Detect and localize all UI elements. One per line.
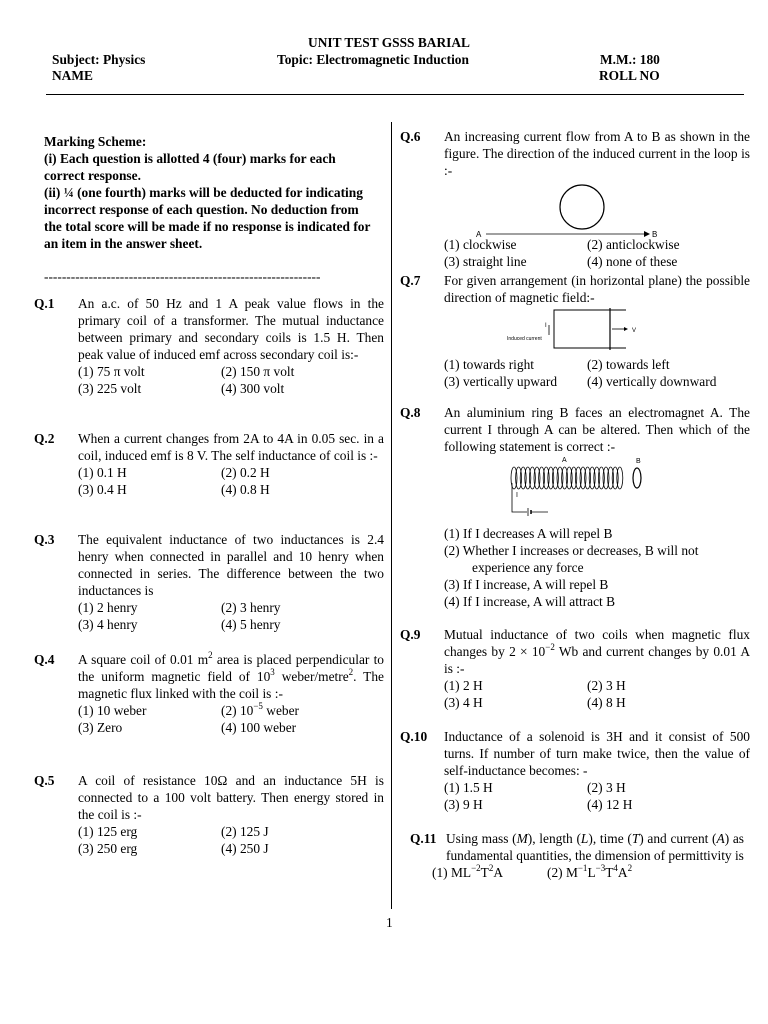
question-number: Q.7 (400, 273, 421, 288)
options (78, 464, 384, 498)
topic-label: Topic: Electromagnetic Induction (277, 52, 469, 67)
text-part: A square coil of 0.01 m (78, 652, 209, 667)
header-rule (46, 94, 744, 95)
superscript: 2 (348, 666, 354, 677)
question-number: Q.1 (34, 296, 55, 311)
question-number: Q.11 (410, 831, 437, 846)
question-11 (410, 830, 744, 881)
marking-dashes: -------------------------------------------------------------- (44, 269, 321, 284)
max-marks-label: M.M.: 180 (600, 52, 660, 67)
page-number: 1 (386, 915, 393, 930)
text-part: weber/metre (274, 669, 349, 684)
question-9 (400, 626, 750, 711)
option-2: (2) 125 J (221, 824, 269, 839)
question-1 (34, 295, 384, 397)
option-1: (1) If I decreases A will repel B (444, 526, 613, 541)
option-1: (1) 1.5 H (444, 780, 493, 795)
question-number: Q.5 (34, 773, 55, 788)
superscript: 4 (613, 862, 618, 873)
superscript: −3 (595, 862, 606, 873)
option-2: (2) towards left (587, 357, 670, 372)
text-part: L (587, 865, 596, 880)
text-part: A (493, 865, 503, 880)
option-2: (2) 150 π volt (221, 364, 295, 379)
symbol-a: A (716, 831, 725, 846)
label-induced-current: Induced current (507, 336, 542, 342)
option-4: (4) 8 H (587, 695, 626, 710)
option-3: (3) Zero (78, 720, 123, 735)
label-b: B (652, 230, 658, 239)
symbol-m: M (516, 831, 528, 846)
text-part: (1) ML (432, 865, 472, 880)
marking-scheme (44, 133, 374, 252)
marking-heading: Marking Scheme: (44, 134, 147, 149)
options (444, 525, 750, 610)
question-2 (34, 430, 384, 498)
options (78, 599, 384, 633)
superscript: −5 (253, 700, 263, 711)
options (444, 236, 750, 270)
question-7 (400, 272, 750, 390)
option-1: (1) 0.1 H (78, 465, 127, 480)
option-2: (2) 0.2 H (221, 465, 270, 480)
text-part: weber (262, 703, 299, 718)
label-i: I (516, 492, 518, 499)
symbol-t: T (631, 831, 640, 846)
page-title: UNIT TEST GSSS BARIAL (308, 35, 470, 50)
option-2: (2) 3 H (587, 678, 626, 693)
option-1 (432, 862, 503, 880)
text-part: ) and current ( (639, 831, 717, 846)
question-number: Q.9 (400, 627, 421, 642)
label-i: I (545, 323, 547, 329)
option-1: (1) 10 weber (78, 703, 147, 718)
arrow-head-icon (624, 327, 628, 331)
aluminium-ring (633, 468, 641, 488)
text-part: . The magnetic flux linked with the coil is :- (78, 669, 384, 701)
loop-circle (560, 185, 604, 229)
question-text: Inductance of a solenoid is 3H and it consist of 500 turns. If number of turn make twice, then the value of self-inductance becomes: - (444, 729, 750, 778)
option-4: (4) 250 J (221, 841, 269, 856)
text-part: Wb and current changes by 0.01 A is :- (444, 644, 750, 676)
symbol-l: L (580, 831, 589, 846)
text-part: Using mass ( (446, 831, 517, 846)
question-number: Q.6 (400, 129, 421, 144)
superscript: −2 (545, 641, 555, 652)
option-4: (4) If I increase, A will attract B (444, 594, 616, 609)
label-v: V (632, 328, 637, 334)
option-2: (2) Whether I increases or decreases, B will not (444, 543, 699, 558)
option-4: (4) 0.8 H (221, 482, 270, 497)
question-text: For given arrangement (in horizontal plane) the possible direction of magnetic field:- (444, 273, 750, 305)
option-1: (1) 2 henry (78, 600, 138, 615)
option-3: (3) If I increase, A will repel B (444, 577, 609, 592)
question-text (78, 651, 384, 702)
option-3: (3) 0.4 H (78, 482, 127, 497)
question-text: An aluminium ring B faces an electromagnet A. The current I through A can be altered. Then which of the following statement is correct :- (444, 405, 750, 454)
label-b: B (636, 458, 641, 465)
options (432, 864, 744, 881)
option-4: (4) 5 henry (221, 617, 281, 632)
name-label: NAME (52, 68, 93, 83)
question-text: An increasing current flow from A to B as shown in the figure. The direction of the induced current in the loop is :- (444, 129, 750, 178)
options (78, 363, 384, 397)
option-2 (546, 862, 633, 880)
option-3: (3) 225 volt (78, 381, 142, 396)
question-number: Q.10 (400, 729, 428, 744)
question-4 (34, 651, 384, 736)
question-text (446, 830, 744, 864)
superscript: 2 (488, 862, 494, 873)
question-5 (34, 772, 384, 857)
label-a: A (562, 457, 567, 464)
solenoid-coil (511, 467, 623, 489)
option-4: (4) 100 weber (221, 720, 297, 735)
question-text: The equivalent inductance of two inductances is 2.4 henry when connected in parallel and 10 henry when connected in series. The difference between the two inductances is (78, 532, 384, 598)
option-1: (1) 125 erg (78, 824, 138, 839)
option-3: (3) 4 H (444, 695, 483, 710)
option-2-continued: experience any force (472, 560, 584, 575)
question-number: Q.8 (400, 405, 421, 420)
option-4: (4) 300 volt (221, 381, 285, 396)
options (444, 356, 750, 390)
text-part: ) as fundamental quantities, the dimension of permittivity is (446, 831, 745, 863)
option-3: (3) 250 erg (78, 841, 138, 856)
text-part: area is placed perpendicular to the uniform magnetic field of 10 (78, 652, 384, 684)
option-4: (4) vertically downward (587, 374, 717, 389)
text-part: A (617, 865, 628, 880)
option-2: (2) anticlockwise (587, 237, 680, 252)
option-3: (3) 9 H (444, 797, 483, 812)
marking-line-1: (i) Each question is allotted 4 (four) marks for each correct response. (44, 151, 336, 183)
option-2: (2) 3 H (587, 780, 626, 795)
option-4: (4) none of these (587, 254, 678, 269)
question-10 (400, 728, 750, 813)
options (78, 702, 384, 736)
question-text: When a current changes from 2A to 4A in 0.05 sec. in a coil, induced emf is 8 V. The self inductance of coil is :- (78, 431, 384, 463)
question-number: Q.2 (34, 431, 55, 446)
option-3: (3) vertically upward (444, 374, 558, 389)
option-1: (1) 2 H (444, 678, 483, 693)
electromagnet-figure (444, 455, 674, 525)
rail-circuit-figure (444, 306, 674, 354)
current-loop-figure (444, 179, 674, 239)
options (444, 677, 750, 711)
superscript: 2 (627, 862, 633, 873)
option-1: (1) clockwise (444, 237, 517, 252)
option-1: (1) 75 π volt (78, 364, 145, 379)
question-8 (400, 404, 750, 610)
text-part: T (605, 865, 614, 880)
superscript: 3 (270, 666, 275, 677)
question-3 (34, 531, 384, 633)
text-part: Mutual inductance of two coils when magnetic flux changes by 2 × 10 (444, 627, 750, 659)
options (444, 779, 750, 813)
column-divider (391, 122, 392, 909)
option-3: (3) 4 henry (78, 617, 138, 632)
text-part: (2) 10 (221, 703, 254, 718)
option-2: (2) 3 henry (221, 600, 281, 615)
superscript: −1 (577, 862, 588, 873)
subject-label: Subject: Physics (52, 52, 146, 67)
question-text: A coil of resistance 10Ω and an inductance 5H is connected to a 100 volt battery. Then energy stored in the coil is :- (78, 773, 384, 822)
superscript: −2 (471, 862, 481, 873)
coil-turn (617, 467, 623, 489)
text-part: ), time ( (588, 831, 632, 846)
option-3: (3) straight line (444, 254, 527, 269)
marking-line-2: (ii) ¼ (one fourth) marks will be deducted for indicating incorrect response of each question. No deduction from the total score will be made if no response is indicated for an item in the answer sheet. (44, 185, 371, 251)
option-1: (1) towards right (444, 357, 534, 372)
text-part: ), length ( (527, 831, 581, 846)
text-part: (2) M (546, 865, 578, 880)
roll-no-label: ROLL NO (599, 68, 660, 83)
text-part: T (480, 865, 489, 880)
superscript: 2 (208, 649, 213, 660)
option-4: (4) 12 H (587, 797, 633, 812)
options (78, 823, 384, 857)
question-number: Q.3 (34, 532, 55, 547)
label-a: A (476, 230, 482, 239)
question-text (444, 626, 750, 677)
question-text: An a.c. of 50 Hz and 1 A peak value flows in the primary coil of a transformer. The mutual inductance between primary and secondary coils is 1.5 H. Then peak value of induced emf across secondary coil is:- (78, 296, 384, 362)
question-number: Q.4 (34, 652, 55, 667)
option-2 (221, 702, 381, 719)
question-6 (400, 128, 750, 270)
